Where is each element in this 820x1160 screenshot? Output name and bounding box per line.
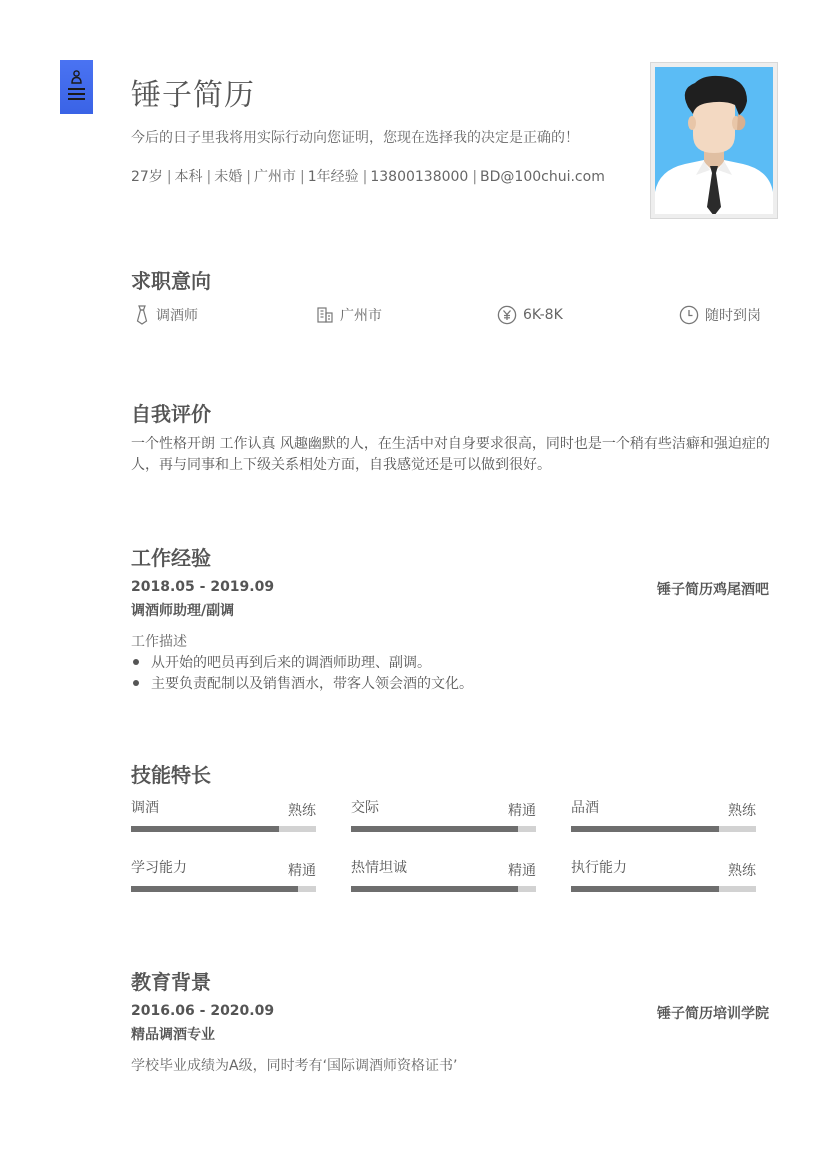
work-desc-label: 工作描述 — [131, 634, 187, 650]
skill-bar-fill — [571, 826, 719, 832]
skill-name: 热情坦诚 — [351, 860, 407, 876]
intent-salary — [497, 305, 563, 325]
skill-name: 交际 — [351, 800, 379, 816]
skill-bar-track — [571, 826, 756, 832]
motto: 今后的日子里我将用实际行动向您证明，您现在选择我的决定是正确的！ — [131, 130, 579, 146]
intent-position — [134, 305, 198, 325]
intent-availability-label: 随时到岗 — [705, 308, 761, 324]
intent-availability — [679, 305, 761, 325]
skill-item — [571, 797, 756, 837]
intent-position-label: 调酒师 — [156, 308, 198, 324]
skill-level: 熟练 — [728, 803, 756, 819]
info-email: BD@100chui.com — [480, 169, 605, 185]
education-school: 锤子简历培训学院 — [657, 1006, 769, 1022]
section-title-skills: 技能特长 — [131, 763, 211, 787]
section-title-education: 教育背景 — [131, 970, 211, 994]
profile-photo — [650, 62, 778, 219]
skill-item — [351, 857, 536, 897]
skill-bar-fill — [131, 826, 279, 832]
yen-icon — [497, 305, 517, 325]
skill-name: 品酒 — [571, 800, 599, 816]
skill-name: 执行能力 — [571, 860, 627, 876]
skill-bar-fill — [131, 886, 298, 892]
work-bullet-text: 主要负责配制以及销售酒水，带客人领会酒的文化。 — [151, 676, 473, 692]
skill-name: 调酒 — [131, 800, 159, 816]
skill-bar-fill — [571, 886, 719, 892]
intent-salary-label: 6K-8K — [523, 307, 563, 323]
skill-level: 精通 — [508, 863, 536, 879]
self-eval-text — [131, 434, 771, 476]
skill-level: 精通 — [508, 803, 536, 819]
education-period: 2016.06 - 2020.09 — [131, 1003, 275, 1019]
person-icon — [71, 70, 82, 84]
info-city: 广州市 — [253, 169, 296, 185]
skill-level: 精通 — [288, 863, 316, 879]
intent-city — [316, 305, 382, 325]
skill-item — [131, 857, 316, 897]
resume-name: 锤子简历 — [131, 78, 255, 113]
work-bullet — [133, 652, 431, 672]
info-age: 27岁 — [131, 169, 163, 185]
work-bullet — [133, 673, 473, 693]
education-desc: 学校毕业成绩为A级，同时考有‘国际调酒师资格证书’ — [131, 1058, 458, 1074]
skill-bar-track — [131, 886, 316, 892]
skill-item — [351, 797, 536, 837]
work-period: 2018.05 - 2019.09 — [131, 579, 275, 595]
tie-icon — [134, 305, 150, 325]
section-title-intent: 求职意向 — [131, 269, 211, 293]
skill-bar-track — [351, 886, 536, 892]
intent-city-label: 广州市 — [340, 308, 382, 324]
self-eval-line: 人，再与同事和上下级关系相处方面，自我感觉还是可以做到很好。 — [131, 457, 551, 473]
skill-item — [571, 857, 756, 897]
education-major: 精品调酒专业 — [131, 1027, 215, 1043]
skill-bar-track — [351, 826, 536, 832]
self-eval-line: 一个性格开朗 工作认真 风趣幽默的人，在生活中对自身要求很高，同时也是一个稍有些洁癖和强迫症的 — [131, 436, 770, 452]
avatar-illustration-icon — [655, 67, 773, 214]
skill-bar-track — [131, 826, 316, 832]
resume-tag — [60, 60, 93, 114]
skill-name: 学习能力 — [131, 860, 187, 876]
skill-level: 熟练 — [288, 803, 316, 819]
skill-bar-track — [571, 886, 756, 892]
basic-info: 27岁 | 本科 | 未婚 | 广州市 | 1年经验 | 13800138000 | BD@100chui.com — [131, 169, 605, 185]
info-degree: 本科 — [174, 169, 203, 185]
info-phone: 13800138000 — [370, 169, 469, 185]
skill-level: 熟练 — [728, 863, 756, 879]
info-marital: 未婚 — [214, 169, 243, 185]
building-icon — [316, 306, 334, 324]
work-company: 锤子简历鸡尾酒吧 — [657, 582, 769, 598]
section-title-work: 工作经验 — [131, 546, 211, 570]
menu-lines-icon — [68, 88, 85, 103]
work-role: 调酒师助理/副调 — [131, 603, 235, 619]
skill-bar-fill — [351, 886, 518, 892]
work-bullet-text: 从开始的吧员再到后来的调酒师助理、副调。 — [151, 655, 431, 671]
info-experience: 1年经验 — [307, 169, 359, 185]
skill-item — [131, 797, 316, 837]
skill-bar-fill — [351, 826, 518, 832]
clock-icon — [679, 305, 699, 325]
section-title-self-eval: 自我评价 — [131, 402, 211, 426]
